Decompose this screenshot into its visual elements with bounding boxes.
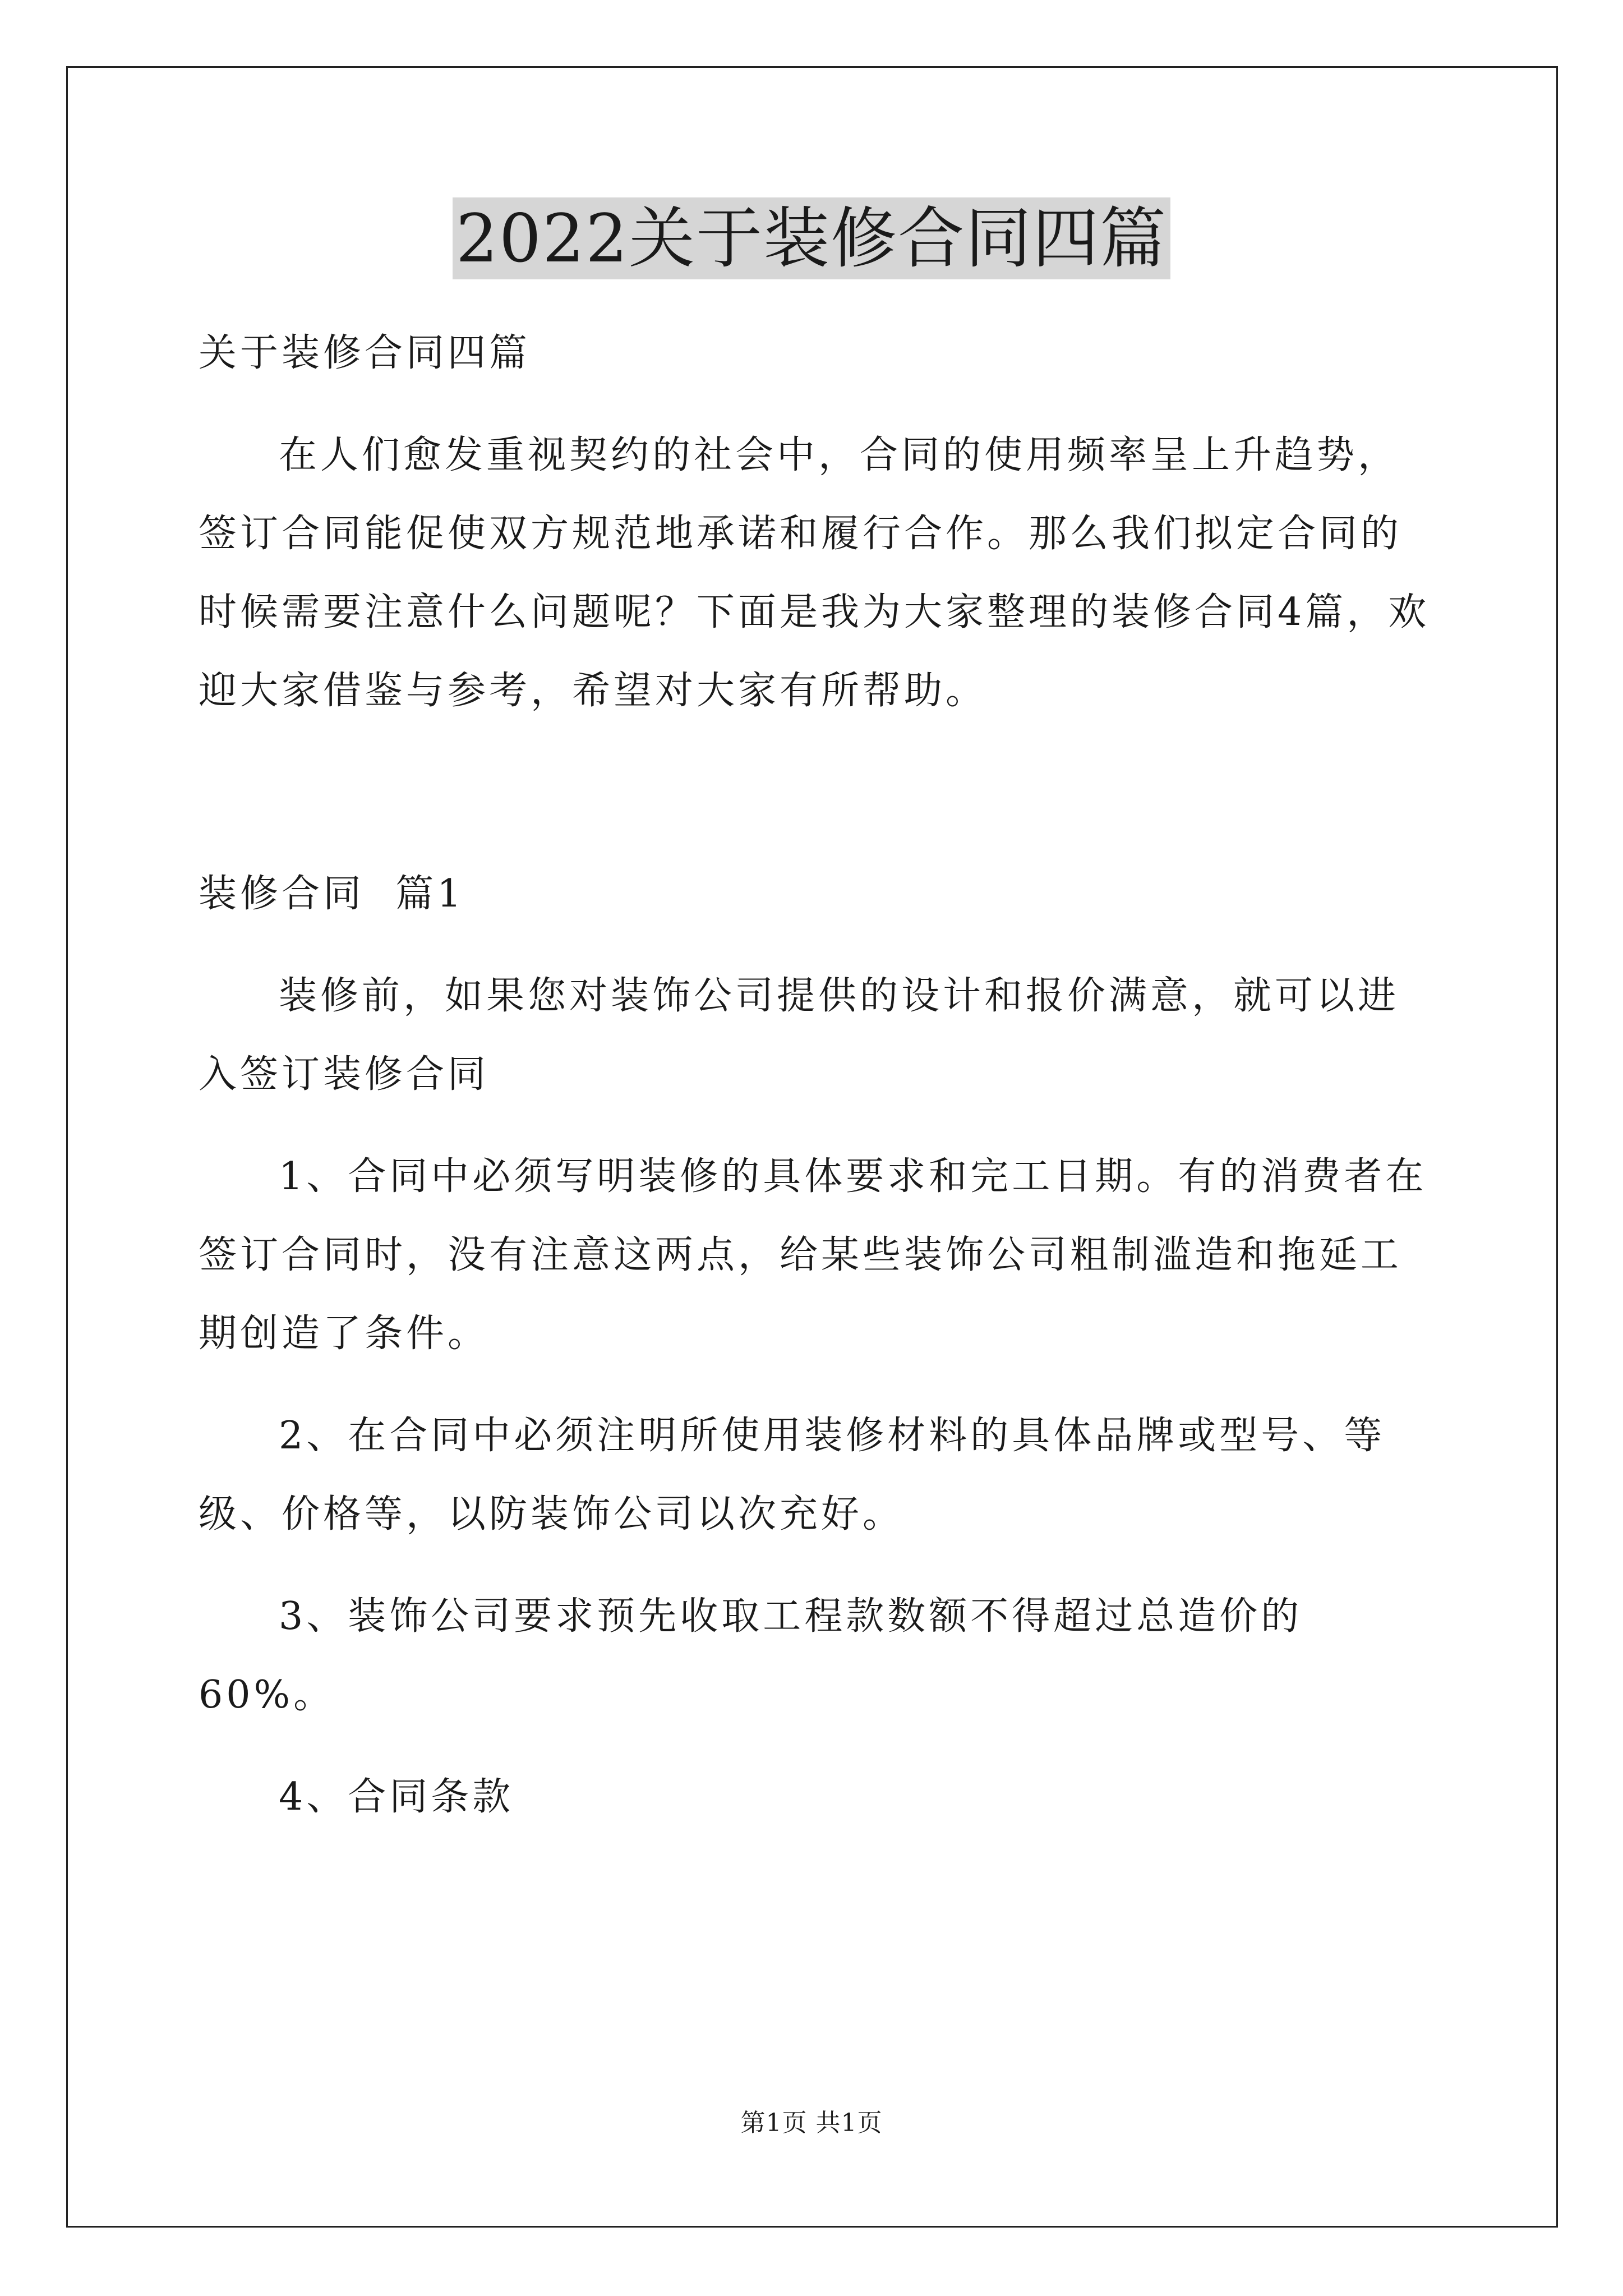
subtitle: 关于装修合同四篇 — [199, 331, 531, 375]
list-item-4: 4、合同条款 — [279, 1775, 514, 1819]
page-footer — [0, 2106, 1623, 2140]
section-intro-paragraph: 装修前，如果您对装饰公司提供的设计和报价满意，就可以进入签订装修合同 — [199, 974, 1400, 1097]
list-item-3: 3、装饰公司要求预先收取工程款数额不得超过总造价的60%。 — [199, 1594, 1303, 1717]
list-item-2: 2、在合同中必须注明所使用装修材料的具体品牌或型号、等级、价格等，以防装饰公司以次充好。 — [199, 1414, 1386, 1536]
list-item-1: 1、合同中必须写明装修的具体要求和完工日期。有的消费者在签订合同时，没有注意这两点，给某些装饰公司粗制滥造和拖延工期创造了条件。 — [199, 1154, 1427, 1356]
document-title: 2022关于装修合同四篇 — [453, 197, 1170, 279]
page-number: 第1页 共1页 — [740, 2109, 883, 2137]
intro-paragraph: 在人们愈发重视契约的社会中，合同的使用频率呈上升趋势，签订合同能促使双方规范地承诺和履行合作。那么我们拟定合同的时候需要注意什么问题呢？下面是我为大家整理的装修合同4篇，欢迎大家借鉴与参考，希望对大家有所帮助。 — [199, 433, 1430, 713]
section-heading: 装修合同 篇1 — [199, 872, 465, 916]
document-body — [199, 314, 1432, 1837]
title-area — [0, 197, 1623, 279]
